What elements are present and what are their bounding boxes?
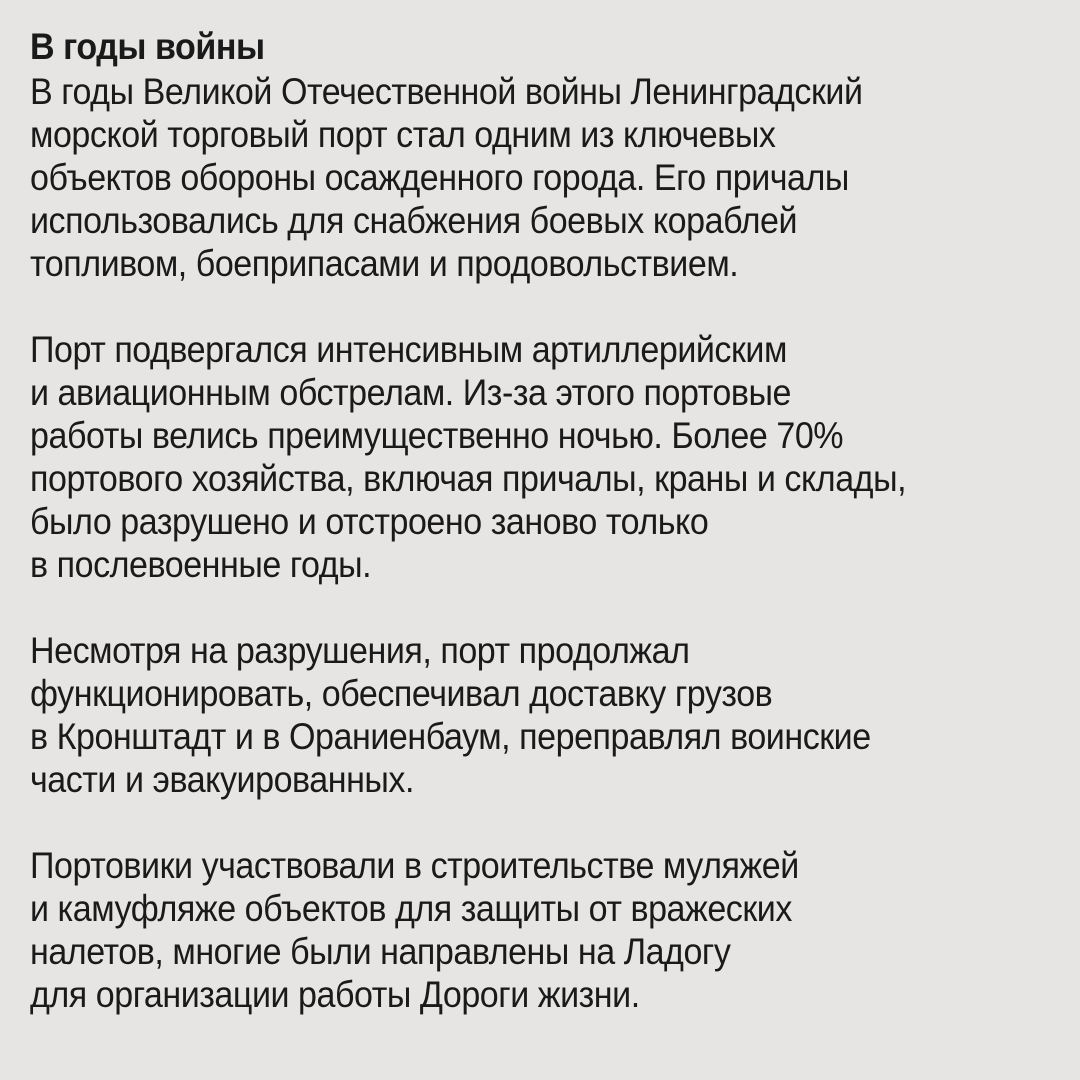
paragraph-line: топливом, боеприпасами и продовольствием. bbox=[30, 243, 739, 284]
paragraph-line: в послевоенные годы. bbox=[30, 544, 372, 585]
paragraph-line: морской торговый порт стал одним из ключевых bbox=[30, 114, 776, 155]
paragraph-line: налетов, многие были направлены на Ладогу bbox=[30, 931, 731, 972]
paragraph-line: Портовики участвовали в строительстве муляжей bbox=[30, 845, 799, 886]
paragraph-line: было разрушено и отстроено заново только bbox=[30, 501, 709, 542]
paragraph-2 bbox=[30, 328, 1060, 586]
paragraph-line: объектов обороны осажденного города. Его причалы bbox=[30, 157, 849, 198]
paragraph-line: и камуфляже объектов для защиты от вражеских bbox=[30, 888, 792, 929]
paragraph-line: портового хозяйства, включая причалы, краны и склады, bbox=[30, 458, 907, 499]
paragraph-line: в Кронштадт и в Ораниенбаум, переправлял воинские bbox=[30, 716, 871, 757]
paragraph-4 bbox=[30, 844, 1060, 1016]
paragraph-line: и авиационным обстрелам. Из-за этого портовые bbox=[30, 372, 791, 413]
paragraph-line: В годы Великой Отечественной войны Ленинградский bbox=[30, 71, 863, 112]
paragraph-3 bbox=[30, 629, 1060, 801]
paragraph-1 bbox=[30, 70, 1060, 285]
paragraph-line: Несмотря на разрушения, порт продолжал bbox=[30, 630, 690, 671]
paragraph-line: части и эвакуированных. bbox=[30, 759, 414, 800]
paragraph-line: для организации работы Дороги жизни. bbox=[30, 974, 640, 1015]
article-title: В годы войны bbox=[30, 26, 265, 67]
paragraph-line: функционировать, обеспечивал доставку грузов bbox=[30, 673, 773, 714]
paragraph-line: работы велись преимущественно ночью. Более 70% bbox=[30, 415, 844, 456]
article bbox=[30, 24, 1060, 1016]
paragraph-line: использовались для снабжения боевых кораблей bbox=[30, 200, 798, 241]
paragraph-line: Порт подвергался интенсивным артиллерийским bbox=[30, 329, 787, 370]
